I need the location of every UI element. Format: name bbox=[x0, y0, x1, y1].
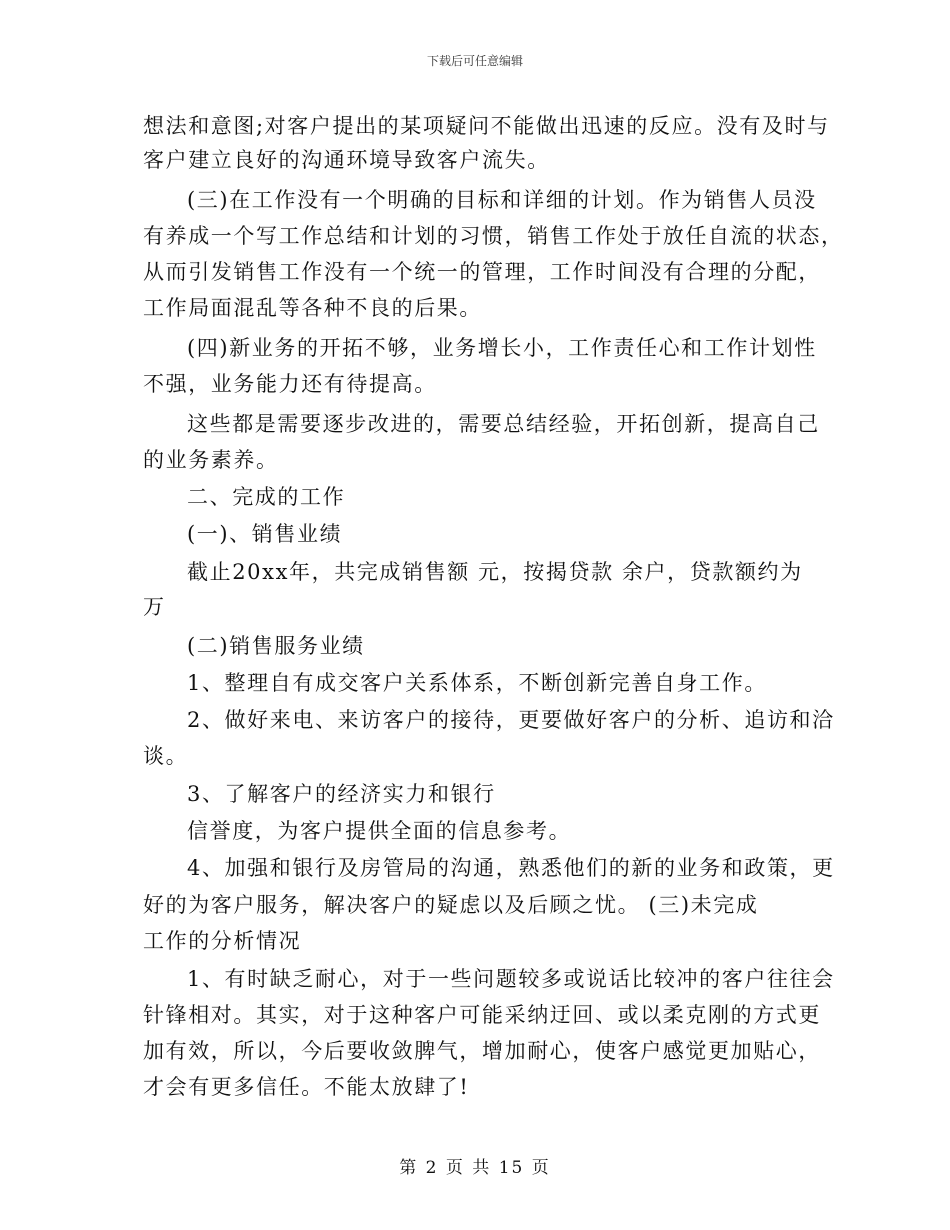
text-line: 不强，业务能力还有待提高。 bbox=[143, 372, 437, 396]
text-line: 想法和意图;对客户提出的某项疑问不能做出迅速的反应。没有及时与 bbox=[143, 114, 830, 138]
text-line: 加有效，所以，今后要收敛脾气，增加耐心，使客户感觉更加贴心， bbox=[143, 1039, 821, 1063]
section-heading: 二、完成的工作 bbox=[187, 485, 346, 509]
text-line: 工作的分析情况 bbox=[143, 929, 302, 953]
list-item: 3、了解客户的经济实力和银行 bbox=[187, 782, 496, 806]
text-line: 好的为客户服务，解决客户的疑虑以及后顾之忧。 (三)未完成 bbox=[143, 893, 759, 917]
subsection-heading: (二)销售服务业绩 bbox=[187, 634, 365, 658]
list-item: 4、加强和银行及房管局的沟通，熟悉他们的新的业务和政策，更 bbox=[187, 856, 835, 880]
page-header: 下载后可任意编辑 bbox=[426, 54, 523, 68]
text-line: (三)在工作没有一个明确的目标和详细的计划。作为销售人员没 bbox=[187, 188, 817, 212]
text-line: 从而引发销售工作没有一个统一的管理，工作时间没有合理的分配， bbox=[143, 260, 821, 284]
text-line: 工作局面混乱等各种不良的后果。 bbox=[143, 296, 482, 320]
list-item: 2、做好来电、来访客户的接待，更要做好客户的分析、追访和洽 bbox=[187, 708, 835, 732]
subsection-heading: (一)、销售业绩 bbox=[187, 522, 343, 546]
text-line: 截止20xx年，共完成销售额 元，按揭贷款 余户，贷款额约为 bbox=[187, 560, 803, 584]
text-line: 针锋相对。其实，对于这种客户可能采纳迂回、或以柔克刚的方式更 bbox=[143, 1003, 821, 1027]
list-item: 1、整理自有成交客户关系体系，不断创新完善自身工作。 bbox=[187, 671, 767, 695]
text-line: 谈。 bbox=[143, 744, 189, 768]
text-line: 有养成一个写工作总结和计划的习惯，销售工作处于放任自流的状态， bbox=[143, 224, 844, 248]
text-line: 万 bbox=[143, 595, 166, 619]
text-line: 信誉度，为客户提供全面的信息参考。 bbox=[187, 819, 572, 843]
page-number: 第 2 页 共 15 页 bbox=[399, 1158, 551, 1178]
text-line: 这些都是需要逐步改进的，需要总结经验，开拓创新，提高自己 bbox=[187, 412, 820, 436]
text-line: (四)新业务的开拓不够，业务增长小，工作责任心和工作计划性 bbox=[187, 336, 817, 360]
text-line: 的业务素养。 bbox=[143, 448, 279, 472]
text-line: 客户建立良好的沟通环境导致客户流失。 bbox=[143, 148, 550, 172]
list-item: 1、有时缺乏耐心，对于一些问题较多或说话比较冲的客户往往会 bbox=[187, 967, 835, 991]
text-line: 才会有更多信任。不能太放肆了! bbox=[143, 1075, 470, 1099]
